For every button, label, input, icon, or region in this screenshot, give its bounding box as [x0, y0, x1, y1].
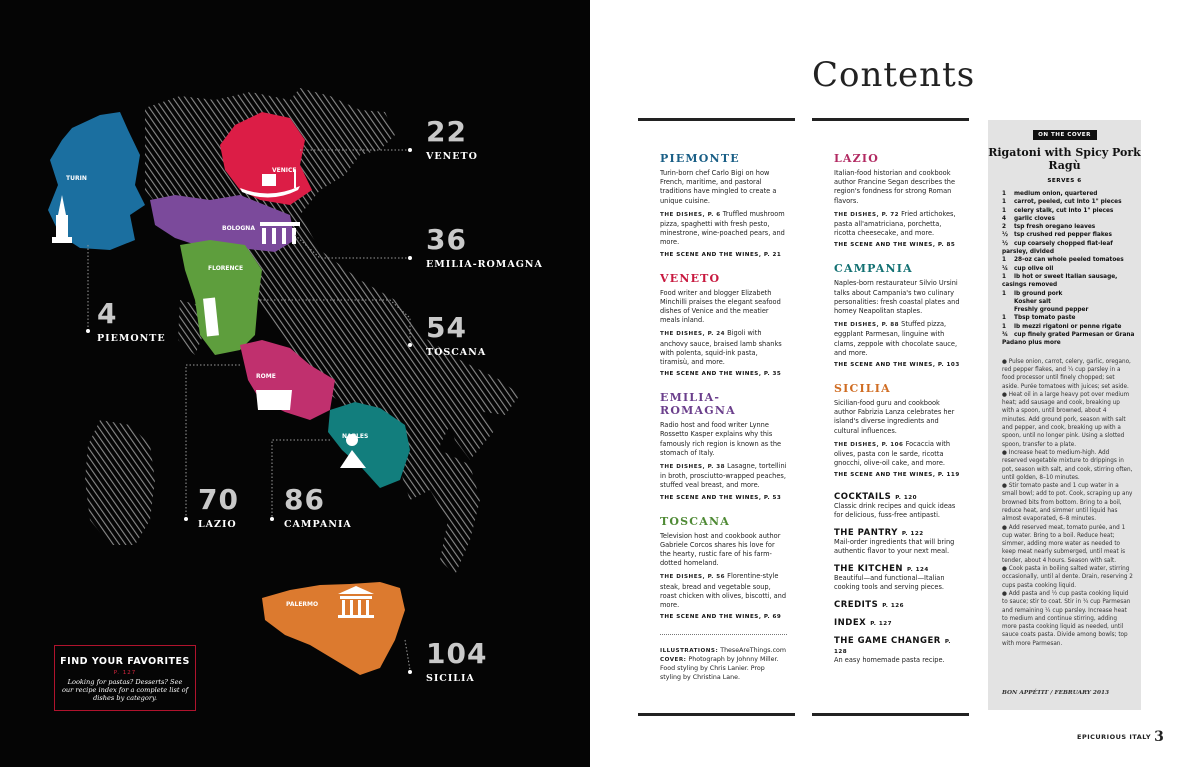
contents-section-veneto[interactable]	[660, 272, 787, 378]
ingredient-row	[988, 314, 1141, 322]
credit-label: COVER:	[660, 657, 687, 664]
item-title[interactable]	[834, 492, 961, 502]
contents-column-2	[812, 118, 969, 716]
callout-label: LAZIO	[198, 519, 237, 530]
section-dishes	[660, 572, 787, 610]
callout-number: 86	[284, 483, 325, 516]
callout-label: SICILIA	[426, 673, 475, 684]
callout-label: EMILIA-ROMAGNA	[426, 259, 543, 270]
section-title[interactable]: VENETO	[660, 271, 721, 285]
callout-number: 104	[426, 637, 488, 670]
bullet-icon: ●	[1002, 566, 1009, 573]
scene-and-wines-link[interactable]: THE SCENE AND THE WINES, P. 35	[660, 371, 782, 378]
contents-section-toscana[interactable]	[660, 515, 787, 621]
scene-and-wines-link[interactable]: THE SCENE AND THE WINES, P. 53	[660, 494, 782, 501]
section-dishes	[834, 210, 961, 239]
dishes-text: Focaccia with olives, pasta con le sarde, ricotta gnocchi, olive-oil cake, and more.	[834, 439, 951, 468]
city-label-bologna: BOLOGNA	[222, 225, 255, 232]
ingredient-row	[988, 231, 1141, 239]
item-title-text: THE PANTRY	[834, 528, 898, 539]
section-intro: Naples-born restaurateur Silvio Ursini talks about Campania's two culinary personalities: fresh coastal plates and homey Neapolitan staples.	[834, 279, 960, 316]
item-description: An easy homemade pasta recipe.	[834, 656, 945, 665]
item-page: P. 127	[870, 621, 893, 628]
dishes-label[interactable]: THE DISHES, P. 24	[660, 331, 726, 338]
city-label-turin: TURIN	[66, 175, 87, 182]
section-intro: Italian-food historian and cookbook author Francine Segan describes the region's fondness for strong Roman flavors.	[834, 169, 956, 205]
item-description: Classic drink recipes and quick ideas for delicious, fuss-free antipasti.	[834, 502, 956, 520]
section-intro: Radio host and food writer Lynne Rossetto Kasper explains why this famously rich region is known as the stomach of Italy.	[660, 421, 782, 457]
direction-text: Heat oil in a large heavy pot over medium heat; add sausage and cook, breaking up with a spoon, until browned, about 4 minutes. Add ground pork, season with salt and pepper, and cook, breaking up with a spoon, until no longer pink. Using a slotted spoon, transfer to a plate.	[1002, 391, 1130, 448]
ingredient-text: 28-oz can whole peeled tomatoes	[1014, 257, 1124, 264]
callout-toscana[interactable]	[426, 311, 487, 358]
credit-text: TheseAreThings.com	[720, 647, 787, 655]
direction-step	[1002, 565, 1133, 590]
ingredient-row	[988, 290, 1141, 298]
dishes-text: Bigoli with anchovy sauce, braised lamb shanks with polenta, squid-ink pasta, tiramisù, and more.	[660, 329, 782, 367]
direction-step	[1002, 391, 1133, 449]
ingredient-text: celery stalk, cut into 1" pieces	[1014, 207, 1114, 214]
callout-number: 70	[198, 483, 239, 516]
section-title[interactable]: PIEMONTE	[660, 152, 740, 165]
ingredient-text: tsp fresh oregano leaves	[1014, 224, 1096, 231]
scene-and-wines-link[interactable]: THE SCENE AND THE WINES, P. 85	[834, 242, 956, 249]
contents-item-credits[interactable]	[834, 600, 961, 610]
contents-column-1	[638, 118, 795, 716]
dishes-label[interactable]: THE DISHES, P. 72	[834, 211, 900, 218]
contents-item-the-kitchen[interactable]	[834, 564, 961, 592]
dishes-label[interactable]: THE DISHES, P. 6	[660, 211, 721, 218]
item-title-text: CREDITS	[834, 600, 879, 611]
ingredient-quantity: 2	[1002, 224, 1007, 231]
direction-text: Pulse onion, carrot, celery, garlic, oregano, red pepper flakes, and ¼ cup parsley in a food processor until finely chopped; set aside. Purée tomatoes with juices; set aside.	[1002, 358, 1131, 390]
recipe-directions	[988, 358, 1141, 648]
callout-campania[interactable]	[284, 483, 352, 530]
ingredient-quantity: ¼	[1002, 265, 1009, 272]
item-title[interactable]	[834, 636, 961, 656]
ingredient-quantity: ½	[1002, 240, 1009, 247]
scene-and-wines-link[interactable]: THE SCENE AND THE WINES, P. 21	[660, 251, 782, 258]
callout-label: PIEMONTE	[97, 333, 166, 344]
page-footer	[1077, 729, 1164, 745]
recipe-serves: SERVES 6	[1047, 178, 1082, 184]
city-label-florence: FLORENCE	[208, 265, 244, 272]
item-page: P. 120	[895, 495, 918, 502]
section-dishes	[660, 462, 787, 491]
direction-text: Increase heat to medium-high. Add reserved vegetable mixture to drippings in pot, season with salt, and cook, stirring often, until golden, 8–10 minutes.	[1002, 449, 1133, 481]
callout-veneto[interactable]	[426, 115, 478, 162]
section-title[interactable]: LAZIO	[834, 152, 880, 165]
direction-step	[1002, 524, 1133, 565]
credits-block	[660, 634, 787, 682]
item-title[interactable]	[834, 600, 961, 610]
item-title[interactable]	[834, 618, 961, 628]
cover-badge: ON THE COVER	[1033, 130, 1097, 140]
ingredient-row	[988, 207, 1141, 215]
colosseum-icon	[256, 390, 292, 410]
contents-item-index[interactable]	[834, 618, 961, 628]
callout-number: 36	[426, 223, 467, 256]
item-page: P. 122	[901, 531, 924, 538]
item-page: P. 124	[907, 567, 929, 574]
recipe-title: Rigatoni with Spicy Pork Ragù	[988, 146, 1141, 172]
ingredient-text: cup coarsely chopped flat-leaf parsley, divided	[1002, 240, 1113, 256]
item-title-text: COCKTAILS	[834, 492, 892, 503]
contents-item-the-game-changer[interactable]	[834, 636, 961, 665]
callout-sicilia[interactable]	[426, 637, 488, 684]
ingredient-text: tsp crushed red pepper flakes	[1014, 232, 1112, 239]
ingredient-text: cup finely grated Parmesan or Grana Padano plus more	[1002, 332, 1135, 347]
credit-label: ILLUSTRATIONS:	[660, 648, 719, 655]
cover-footer: BON APPÉTIT / FEBRUARY 2013	[1002, 690, 1110, 696]
ingredient-row	[988, 256, 1141, 264]
bullet-icon: ●	[1002, 524, 1009, 531]
on-the-cover-panel	[988, 120, 1141, 710]
bullet-icon: ●	[1002, 590, 1009, 597]
ingredient-quantity: 1	[1002, 315, 1007, 322]
page-title: Contents	[812, 55, 976, 95]
ingredient-quantity: 1	[1002, 207, 1007, 214]
section-title[interactable]: TOSCANA	[660, 514, 730, 528]
ingredient-quantity: 4	[1002, 215, 1007, 222]
ingredient-quantity: 1	[1002, 273, 1007, 280]
callout-number: 54	[426, 311, 467, 344]
ingredient-row	[988, 331, 1141, 348]
section-dishes	[660, 210, 787, 248]
bullet-icon: ●	[1002, 358, 1009, 365]
item-title-text: INDEX	[834, 618, 867, 629]
contents-section-lazio[interactable]	[834, 152, 961, 248]
ingredient-row	[988, 240, 1141, 257]
scene-and-wines-link[interactable]: THE SCENE AND THE WINES, P. 69	[660, 614, 782, 621]
ingredient-text: cup olive oil	[1014, 265, 1054, 272]
ingredient-row	[988, 198, 1141, 206]
ingredient-quantity: 1	[1002, 199, 1007, 206]
callout-lazio[interactable]	[198, 483, 239, 530]
ingredient-text: lb hot or sweet Italian sausage, casings removed	[1002, 273, 1118, 289]
bullet-icon: ●	[1002, 391, 1009, 398]
direction-step	[1002, 449, 1133, 482]
section-title[interactable]: SICILIA	[834, 382, 891, 396]
item-title-text: THE KITCHEN	[834, 564, 903, 575]
dishes-text: Lasagne, tortellini in broth, prosciutto-wrapped peaches, stuffed veal breast, and more.	[660, 462, 787, 490]
section-intro: Television host and cookbook author Gabriele Corcos shares his love for the hearty, rustic fare of his farm-dotted homeland.	[660, 531, 781, 568]
ingredient-text: carrot, peeled, cut into 1" pieces	[1014, 199, 1122, 206]
dishes-label[interactable]: THE DISHES, P. 88	[834, 322, 900, 329]
direction-text: Add reserved meat, tomato purée, and 1 cup water. Bring to a boil. Reduce heat; simmer, adding more water as needed to keep meat nearly submerged, until meat is tender, about 4 hours. Season with salt.	[1002, 524, 1126, 564]
ingredient-row	[988, 265, 1141, 273]
dishes-label[interactable]: THE DISHES, P. 56	[660, 574, 726, 581]
favorites-title: FIND YOUR FAVORITES	[60, 656, 190, 667]
item-title[interactable]	[834, 528, 961, 538]
ingredient-text: medium onion, quartered	[1014, 191, 1098, 197]
section-dishes	[660, 329, 787, 367]
callout-label: CAMPANIA	[284, 519, 352, 530]
item-title[interactable]	[834, 564, 961, 574]
contents-section-piemonte[interactable]	[660, 152, 787, 258]
map-page	[0, 0, 590, 767]
page-footer-label: EPICURIOUS ITALY	[1077, 733, 1152, 741]
bullet-icon: ●	[1002, 449, 1009, 456]
section-dishes	[834, 440, 961, 469]
city-label-rome: ROME	[256, 373, 276, 380]
contents-item-cocktails[interactable]	[834, 492, 961, 520]
callout-emilia[interactable]	[426, 223, 543, 270]
dishes-text: Stuffed pizza, eggplant Parmesan, linguine with clams, zeppole with chocolate sauce, and more.	[834, 320, 958, 357]
ingredient-row	[988, 190, 1141, 198]
direction-step	[1002, 482, 1133, 523]
credit-line	[660, 647, 787, 656]
favorites-page: P. 127	[113, 670, 137, 676]
direction-step	[1002, 590, 1133, 648]
page-number: 3	[1154, 729, 1165, 745]
callout-label: TOSCANA	[426, 347, 487, 358]
callout-number: 22	[426, 115, 467, 148]
ingredient-text: Tbsp tomato paste	[1014, 315, 1076, 322]
credit-line	[660, 656, 787, 682]
section-intro: Turin-born chef Carlo Bigi on how French, maritime, and pastoral traditions have mingled to create a unique cuisine.	[660, 169, 777, 205]
ingredient-text: lb ground pork	[1014, 290, 1063, 297]
section-intro: Food writer and blogger Elizabeth Minchilli praises the elegant seafood dishes of Venice and the meatier meals inland.	[660, 288, 781, 325]
dishes-label[interactable]: THE DISHES, P. 106	[834, 441, 904, 448]
contents-section-emilia-romagna[interactable]	[660, 391, 787, 500]
ingredient-row	[988, 273, 1141, 290]
item-title-text: THE GAME CHANGER	[834, 636, 941, 647]
direction-text: Add pasta and ½ cup pasta cooking liquid to sauce; stir to coat. Stir in ¾ cup Parmesan and remaining ¼ cup parsley. Increase heat to medium and continue stirring, adding more pasta cooking liquid as needed, until sauce coats pasta. Divide among bowls; top with more Parmesan.	[1002, 590, 1131, 647]
ingredient-row	[988, 223, 1141, 231]
callout-label: VENETO	[426, 151, 478, 162]
ingredient-row	[988, 215, 1141, 223]
callout-number: 4	[97, 297, 118, 330]
dishes-label[interactable]: THE DISHES, P. 38	[660, 464, 726, 471]
city-label-naples: NAPLES	[342, 433, 369, 440]
contents-section-sicilia[interactable]	[834, 382, 961, 478]
city-label-palermo: PALERMO	[286, 601, 319, 608]
find-favorites-box[interactable]	[54, 645, 196, 711]
dishes-text: Fried artichokes, pasta all'amatriciana, porchetta, ricotta cheesecake, and more.	[834, 209, 956, 238]
contents-section-campania[interactable]	[834, 262, 961, 368]
section-dishes	[834, 320, 961, 358]
direction-text: Stir tomato paste and 1 cup water in a small bowl; add to pot. Cook, scraping up any browned bits from bottom. Bring to a boil, reduce heat, and simmer until liquid has almost evaporated, 6–8 minutes.	[1002, 483, 1133, 523]
section-intro: Sicilian-food guru and cookbook author Fabrizia Lanza celebrates her island's diverse ingredients and cultural influences.	[834, 399, 955, 435]
dishes-text: Florentine-style steak, bread and vegetable soup, roast chicken with olives, biscotti, and more.	[660, 572, 787, 610]
favorites-description: Looking for pastas? Desserts? See our recipe index for a complete list of dishes by category.	[61, 678, 189, 702]
ingredient-text: Kosher salt	[1014, 298, 1051, 305]
ingredient-text: garlic cloves	[1014, 215, 1055, 222]
dishes-text: Truffled mushroom pizza, spaghetti with fresh pesto, minestrone, wine-poached pears, and more.	[660, 209, 785, 247]
direction-text: Cook pasta in boiling salted water, stirring occasionally, until al dente. Drain, reserving 2 cups pasta cooking liquid.	[1002, 566, 1133, 589]
ingredient-row	[988, 323, 1141, 331]
city-label-venice: VENICE	[272, 167, 297, 174]
section-title[interactable]: CAMPANIA	[834, 262, 913, 276]
scene-and-wines-link[interactable]: THE SCENE AND THE WINES, P. 119	[834, 472, 960, 479]
region-sicilia[interactable]	[262, 582, 405, 675]
item-description: Mail-order ingredients that will bring authentic flavor to your next meal.	[834, 538, 955, 556]
ingredient-quantity: 1	[1002, 290, 1007, 297]
ingredient-row	[988, 298, 1141, 306]
ingredient-list	[988, 190, 1141, 348]
direction-step	[1002, 358, 1133, 391]
ingredient-text: Freshly ground pepper	[1014, 307, 1089, 314]
ingredient-text: lb mezzi rigatoni or penne rigate	[1014, 323, 1122, 330]
credit-text: Photograph by Johnny Miller. Food styling by Chris Lanier. Prop styling by Christina Lane.	[660, 656, 779, 681]
contents-item-the-pantry[interactable]	[834, 528, 961, 556]
section-title[interactable]: EMILIA-ROMAGNA	[660, 391, 736, 418]
item-description: Beautiful—and functional—Italian cooking tools and serving pieces.	[834, 574, 945, 592]
ingredient-quantity: ¾	[1002, 332, 1009, 339]
scene-and-wines-link[interactable]: THE SCENE AND THE WINES, P. 103	[834, 362, 960, 369]
ingredient-quantity: 1	[1002, 191, 1007, 197]
bullet-icon: ●	[1002, 483, 1009, 490]
ingredient-row	[988, 306, 1141, 314]
ingredient-quantity: ½	[1002, 232, 1009, 239]
callout-piemonte[interactable]	[97, 297, 166, 344]
ingredient-quantity: 1	[1002, 323, 1007, 330]
ingredient-quantity: 1	[1002, 257, 1007, 264]
item-page: P. 126	[882, 603, 905, 610]
item-page: P. 128	[834, 639, 952, 656]
